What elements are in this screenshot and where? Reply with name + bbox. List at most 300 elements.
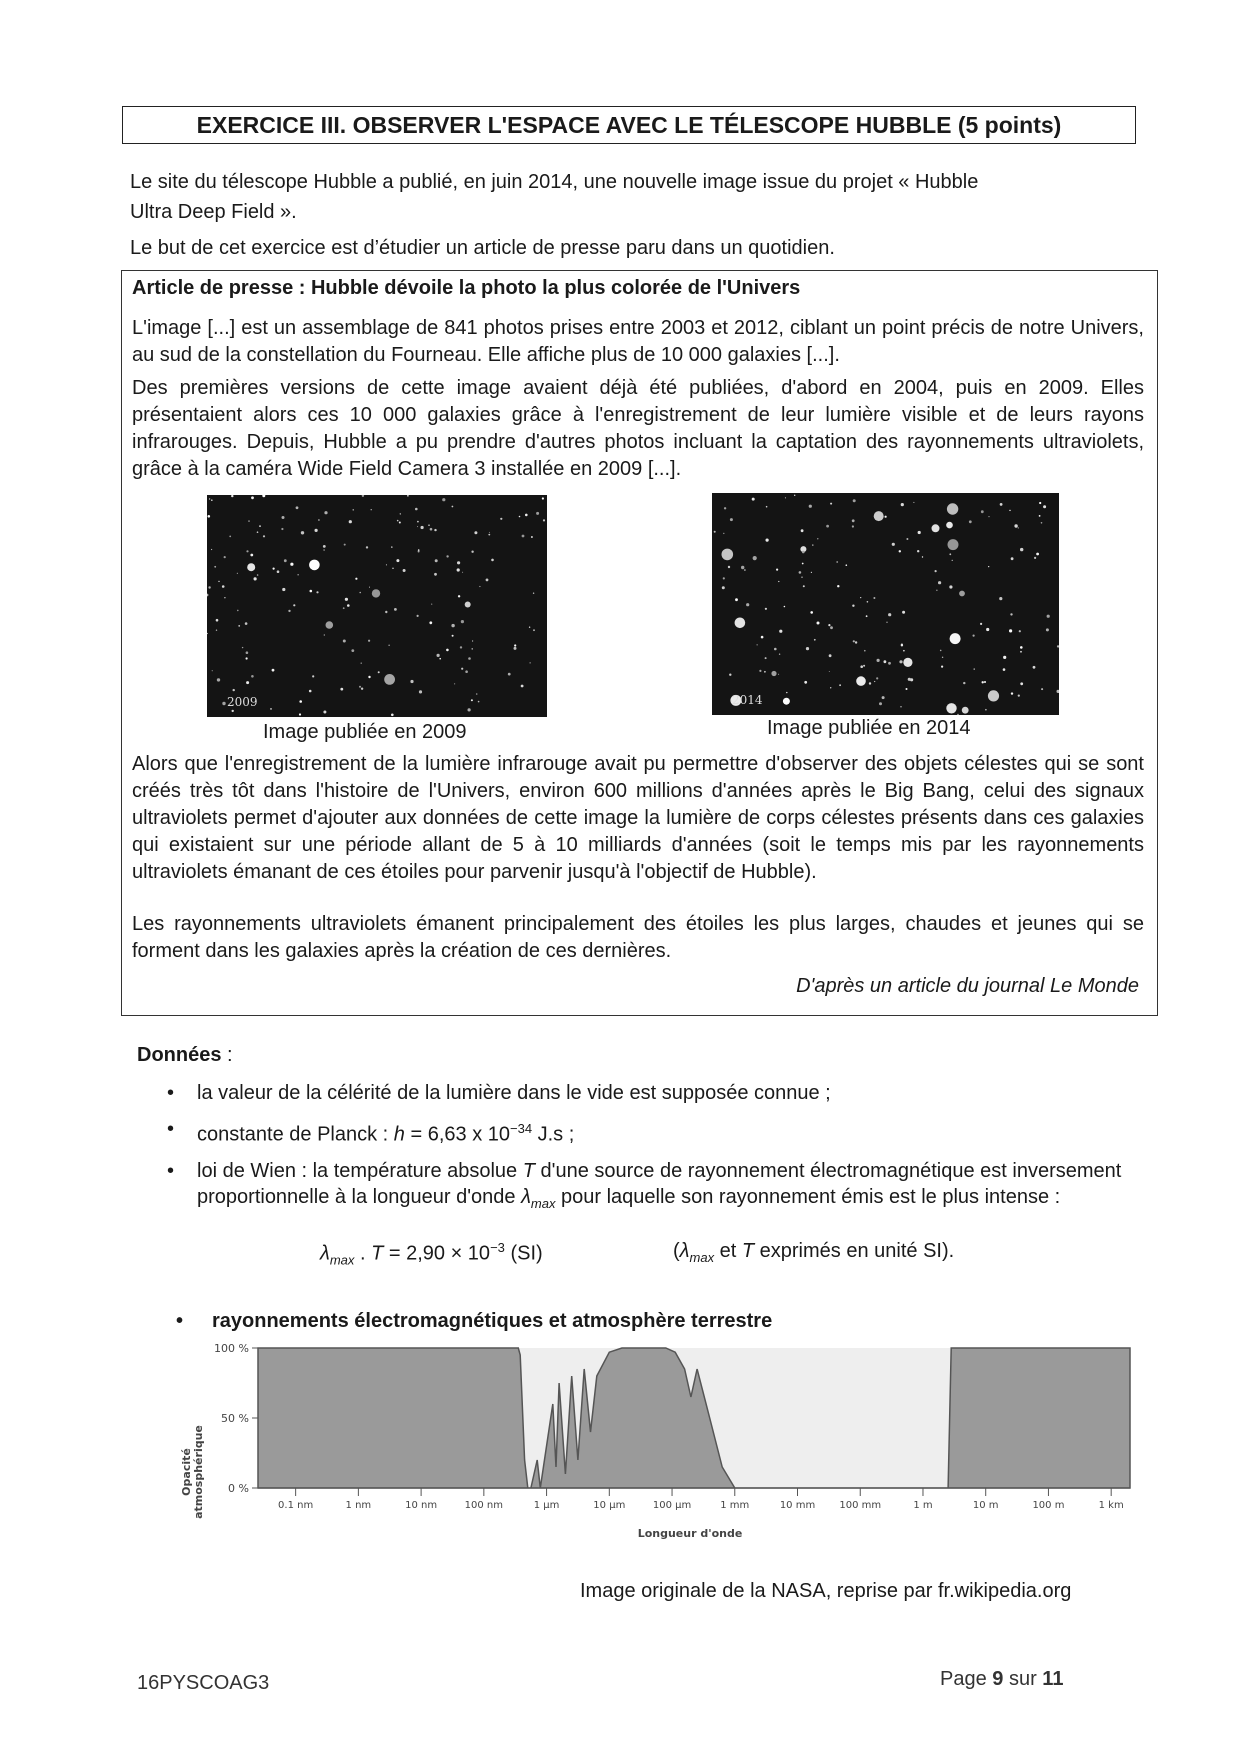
galaxy-dot <box>369 587 370 588</box>
galaxy-dot <box>458 595 460 597</box>
wien-text-c: pour laquelle son rayonnement émis est le plus intense : <box>555 1185 1061 1208</box>
note-et: et <box>714 1240 742 1262</box>
galaxy-dot <box>542 497 544 499</box>
donnees-item-1 <box>165 1080 1145 1106</box>
caption-2009: Image publiée en 2009 <box>263 721 467 743</box>
galaxy-dot <box>391 714 394 717</box>
galaxy-dot <box>809 505 812 508</box>
galaxy-dot <box>251 675 254 678</box>
chart-title-text: rayonnements électromagnétiques et atmosphère terrestre <box>212 1310 773 1332</box>
star-field-2014 <box>712 493 1059 715</box>
galaxy-dot <box>530 662 531 663</box>
galaxy-dot <box>741 566 744 569</box>
page-number <box>940 1668 1063 1691</box>
galaxy-dot <box>372 589 380 597</box>
planck-prefix: constante de Planck : <box>197 1123 394 1146</box>
exercise-title: EXERCICE III. OBSERVER L'ESPACE AVEC LE TÉLESCOPE HUBBLE (5 points) <box>122 106 1136 144</box>
donnees-heading-text: Données <box>137 1044 222 1066</box>
galaxy-dot <box>353 509 354 510</box>
article-para-2: Des premières versions de cette image avaient déjà été publiées, d'abord en 2004, puis en 2009. Elles présentaient alors ces 10 000 galaxies grâce à l'enregistrement de leur lumière visible et de leurs rayons infrarouges. Depuis, Hubble a pu prendre d'autres photos incluant la captation des rayonnements ultraviolets, grâce à la caméra Wide Field Camera 3 installée en 2009 [...]. <box>132 377 1144 480</box>
galaxy-dot <box>366 546 368 548</box>
galaxy-dot <box>852 525 854 527</box>
galaxy-dot <box>284 559 287 562</box>
note-close: exprimés en unité SI). <box>754 1240 955 1262</box>
galaxy-dot <box>765 608 767 610</box>
galaxy-dot <box>1000 503 1003 506</box>
galaxy-dot <box>949 585 952 588</box>
galaxy-dot <box>246 550 248 552</box>
galaxy-dot <box>974 668 975 669</box>
galaxy-dot <box>434 529 436 531</box>
galaxy-dot <box>389 645 390 646</box>
galaxy-dot <box>417 521 419 523</box>
galaxy-dot <box>784 606 786 608</box>
galaxy-dot <box>900 706 901 707</box>
galaxy-dot <box>500 518 502 520</box>
galaxy-dot <box>810 611 813 614</box>
galaxy-dot <box>216 619 219 622</box>
galaxy-dot <box>1046 628 1049 631</box>
y-tick-label: 100 % <box>214 1342 249 1355</box>
page-suffix: sur <box>1003 1668 1043 1690</box>
y-ticks <box>214 1342 258 1495</box>
galaxy-dot <box>906 688 908 690</box>
galaxy-dot <box>901 644 903 646</box>
galaxy-dot <box>417 526 418 527</box>
galaxy-dot <box>254 577 257 580</box>
galaxy-dot <box>208 515 211 518</box>
galaxy-dot <box>714 531 716 533</box>
galaxy-dot <box>479 586 480 587</box>
donnees-heading <box>137 1044 233 1067</box>
galaxy-dot <box>950 633 961 644</box>
galaxy-dot <box>344 544 346 546</box>
galaxy-dot <box>735 598 738 601</box>
galaxy-dot <box>908 678 911 681</box>
page-total: 11 <box>1042 1668 1064 1690</box>
galaxy-dot <box>288 610 290 612</box>
planck-symbol: h <box>393 1123 405 1146</box>
galaxy-dot <box>855 641 857 643</box>
galaxy-dot <box>392 568 393 569</box>
caption-2014: Image publiée en 2014 <box>767 717 971 739</box>
galaxy-dot <box>860 597 861 598</box>
galaxy-dot <box>343 607 345 609</box>
formula-T: T <box>371 1242 384 1265</box>
galaxy-dot <box>799 571 802 574</box>
galaxy-dot <box>981 510 984 513</box>
galaxy-dot <box>901 503 904 506</box>
formula-dot: . <box>354 1242 372 1265</box>
galaxy-dot <box>1009 629 1012 632</box>
galaxy-dot <box>803 585 805 587</box>
galaxy-dot <box>218 581 219 582</box>
galaxy-dot <box>724 507 726 509</box>
galaxy-dot <box>999 597 1002 600</box>
x-tick-label: 10 m <box>972 1500 999 1511</box>
galaxy-dot <box>312 675 314 677</box>
galaxy-dot <box>233 689 235 691</box>
galaxy-dot <box>1033 666 1036 669</box>
galaxy-dot <box>860 665 863 668</box>
galaxy-dot <box>1020 548 1023 551</box>
galaxy-dot <box>888 613 891 616</box>
galaxy-dot <box>296 506 299 509</box>
page-current: 9 <box>992 1668 1004 1690</box>
sky-background <box>712 493 1059 715</box>
galaxy-dot <box>489 532 490 533</box>
galaxy-dot <box>536 512 539 515</box>
galaxy-dot <box>452 635 454 637</box>
galaxy-dot <box>397 520 399 522</box>
galaxy-dot <box>952 560 953 561</box>
donnees-list <box>165 1080 1145 1227</box>
hubble-image-2014 <box>712 493 1059 715</box>
page-prefix: Page <box>940 1668 993 1690</box>
galaxy-dot <box>214 566 216 568</box>
galaxy-dot <box>1047 615 1050 618</box>
galaxy-dot <box>949 553 951 555</box>
galaxy-dot <box>866 615 868 617</box>
galaxy-dot <box>1039 502 1041 504</box>
bullet-icon: • <box>167 1118 175 1140</box>
galaxy-dot <box>918 531 921 534</box>
galaxy-dot <box>209 498 210 499</box>
galaxy-dot <box>281 528 283 530</box>
galaxy-dot <box>874 681 875 682</box>
galaxy-dot <box>864 650 866 652</box>
x-tick-label: 100 nm <box>464 1500 504 1511</box>
galaxy-dot <box>491 559 494 562</box>
galaxy-dot <box>543 519 545 521</box>
article-para-1: L'image [...] est un assemblage de 841 photos prises entre 2003 et 2012, ciblant un point précis de notre Univers, au sud de la constellation du Fourneau. Elle affiche plus de 10 000 galaxies [...]. <box>132 317 1144 366</box>
planck-exponent: −34 <box>510 1121 533 1136</box>
wien-units-note <box>673 1240 954 1265</box>
galaxy-dot <box>418 551 420 553</box>
galaxy-dot <box>430 528 433 531</box>
article-para-4: Les rayonnements ultraviolets émanent principalement des étoiles les plus larges, chaudes et jeunes qui se forment dans les galaxies après la création de ces dernières. <box>132 913 1144 962</box>
galaxy-dot <box>282 588 285 591</box>
galaxy-dot <box>801 529 804 532</box>
galaxy-dot <box>722 549 734 561</box>
galaxy-dot <box>293 604 295 606</box>
galaxy-dot <box>378 671 380 673</box>
image-year-2009: 2009 <box>227 695 258 709</box>
intro-goal: Le but de cet exercice est d’étudier un article de presse paru dans un quotidien. <box>130 237 835 259</box>
galaxy-dot <box>817 622 820 625</box>
galaxy-dot <box>940 650 942 652</box>
galaxy-dot <box>486 579 489 582</box>
galaxy-dot <box>814 639 816 641</box>
galaxy-dot <box>359 592 361 594</box>
galaxy-dot <box>722 586 725 589</box>
galaxy-dot <box>959 591 965 597</box>
galaxy-dot <box>801 576 803 578</box>
galaxy-dot <box>811 572 812 573</box>
galaxy-dot <box>986 628 989 631</box>
galaxy-dot <box>869 682 871 684</box>
galaxy-dot <box>984 681 986 683</box>
galaxy-dot <box>752 498 755 501</box>
galaxy-dot <box>318 519 320 521</box>
galaxy-dot <box>757 644 758 645</box>
galaxy-dot <box>345 598 348 601</box>
galaxy-dot <box>877 659 880 662</box>
galaxy-dot <box>457 568 460 571</box>
galaxy-dot <box>1014 524 1017 527</box>
galaxy-dot <box>343 640 346 643</box>
x-tick-label: 100 mm <box>839 1500 882 1511</box>
galaxy-dot <box>946 522 953 529</box>
galaxy-dot <box>315 529 318 532</box>
planck-value: = 6,63 x 10 <box>404 1123 510 1146</box>
x-tick-label: 10 nm <box>405 1500 438 1511</box>
galaxy-dot <box>468 708 471 711</box>
galaxy-dot <box>399 522 401 524</box>
formula-lambda: λ <box>320 1242 330 1265</box>
sky-background <box>207 495 547 717</box>
galaxy-dot <box>853 640 855 642</box>
intro-line-1: Le site du télescope Hubble a publié, en juin 2014, une nouvelle image issue du projet « Hubble <box>130 171 979 193</box>
galaxy-dot <box>836 561 838 563</box>
galaxy-dot <box>779 630 782 633</box>
galaxy-dot <box>806 647 809 650</box>
galaxy-dot <box>922 556 923 557</box>
galaxy-dot <box>476 693 478 695</box>
galaxy-dot <box>982 681 984 683</box>
galaxy-dot <box>947 503 958 514</box>
galaxy-dot <box>488 534 490 536</box>
galaxy-dot <box>263 535 265 537</box>
galaxy-dot <box>222 585 225 588</box>
galaxy-dot <box>902 611 905 614</box>
galaxy-dot <box>1011 557 1014 560</box>
galaxy-dot <box>830 687 831 688</box>
galaxy-dot <box>1010 613 1012 615</box>
galaxy-dot <box>410 680 413 683</box>
star-field-2009 <box>207 495 547 717</box>
galaxy-dot <box>454 683 455 684</box>
wien-text-a: loi de Wien : la température absolue <box>197 1159 523 1182</box>
galaxy-dot <box>351 649 354 652</box>
galaxy-dot <box>273 568 275 570</box>
galaxy-dot <box>723 533 724 534</box>
galaxy-dot <box>856 676 866 686</box>
galaxy-dot <box>533 629 535 631</box>
galaxy-dot <box>802 563 804 565</box>
galaxy-dot <box>1003 668 1006 671</box>
galaxy-dot <box>962 707 969 714</box>
galaxy-dot <box>224 597 225 598</box>
x-tick-label: 1 nm <box>345 1500 372 1511</box>
galaxy-dot <box>1020 682 1023 685</box>
galaxy-dot <box>746 603 749 606</box>
galaxy-dot <box>899 660 902 663</box>
galaxy-dot <box>211 549 212 550</box>
item1-text: la valeur de la célérité de la lumière dans le vide est supposée connue ; <box>197 1082 831 1104</box>
wien-text-b: d'une source de rayonnement électromagnétique est inversement proportionnelle à la longueur d'onde <box>197 1159 1122 1208</box>
galaxy-dot <box>899 550 901 552</box>
galaxy-dot <box>988 566 989 567</box>
galaxy-dot <box>429 621 432 624</box>
galaxy-dot <box>980 623 982 625</box>
galaxy-dot <box>735 618 746 629</box>
galaxy-dot <box>804 681 807 684</box>
galaxy-dot <box>879 702 882 705</box>
intro-line-2: Ultra Deep Field ». <box>130 201 297 223</box>
galaxy-dot <box>468 657 471 660</box>
galaxy-dot <box>349 520 352 523</box>
galaxy-dot <box>948 539 959 550</box>
galaxy-dot <box>309 560 320 571</box>
galaxy-dot <box>935 570 937 572</box>
galaxy-dot <box>906 538 908 540</box>
planck-unit: J.s ; <box>532 1123 575 1146</box>
galaxy-dot <box>783 698 790 705</box>
galaxy-dot <box>776 569 778 571</box>
x-tick-label: 1 m <box>913 1500 933 1511</box>
galaxy-dot <box>759 670 761 672</box>
galaxy-dot <box>985 709 987 711</box>
galaxy-dot <box>472 640 473 641</box>
note-T: T <box>741 1240 755 1262</box>
galaxy-dot <box>257 574 259 576</box>
galaxy-dot <box>309 690 312 693</box>
galaxy-dot <box>826 525 829 528</box>
galaxy-dot <box>884 660 887 663</box>
galaxy-dot <box>521 685 524 688</box>
article-para-3: Alors que l'enregistrement de la lumière infrarouge avait pu permettre d'observer des objets célestes qui se sont créés très tôt dans l'histoire de l'Univers, environ 600 millions d'années après le Big Bang, celui des signaux ultraviolets permet d'ajouter aux données de cette image la lumière de corps célestes présents dans ces galaxies qui existaient sur une période allant de 5 à 10 milliards d'années (soit le temps mis par les rayonnements ultraviolets émanant de ces étoiles pour parvenir jusqu'à l'objectif de Hubble). <box>132 753 1144 883</box>
galaxy-dot <box>1043 505 1046 508</box>
galaxy-dot <box>774 648 777 651</box>
x-tick-label: 1 mm <box>720 1500 750 1511</box>
galaxy-dot <box>779 654 780 655</box>
galaxy-dot <box>246 657 248 659</box>
galaxy-dot <box>396 559 399 562</box>
galaxy-dot <box>765 657 767 659</box>
galaxy-dot <box>403 569 406 572</box>
galaxy-dot <box>761 636 764 639</box>
galaxy-dot <box>237 573 238 574</box>
galaxy-dot <box>1020 651 1022 653</box>
galaxy-dot <box>1041 522 1043 524</box>
galaxy-dot <box>461 620 464 623</box>
galaxy-dot <box>457 561 460 564</box>
galaxy-dot <box>753 556 757 560</box>
galaxy-dot <box>324 511 327 514</box>
x-ticks <box>278 1488 1124 1511</box>
galaxy-dot <box>359 686 361 688</box>
galaxy-dot <box>400 513 401 514</box>
galaxy-dot <box>828 624 830 626</box>
galaxy-dot <box>324 634 325 635</box>
article-source: D'après un article du journal Le Monde <box>796 975 1139 997</box>
galaxy-dot <box>1018 527 1019 528</box>
donnees-item-3 <box>165 1158 1145 1217</box>
galaxy-dot <box>394 608 397 611</box>
galaxy-dot <box>282 516 285 519</box>
donnees-item-2 <box>165 1116 1145 1148</box>
galaxy-dot <box>969 520 972 523</box>
galaxy-dot <box>435 559 438 562</box>
galaxy-dot <box>766 506 768 508</box>
galaxy-dot <box>384 674 395 685</box>
galaxy-dot <box>766 539 769 542</box>
galaxy-dot <box>248 520 249 521</box>
wien-T: T <box>522 1159 535 1182</box>
donnees-colon: : <box>221 1044 233 1066</box>
galaxy-dot <box>211 499 213 501</box>
galaxy-dot <box>272 669 275 672</box>
galaxy-dot <box>474 531 477 534</box>
lambda-symbol: λ <box>521 1185 531 1208</box>
image-year-2014: 2014 <box>732 693 763 707</box>
galaxy-dot <box>340 688 343 691</box>
galaxy-dot <box>316 591 318 593</box>
galaxy-dot <box>361 663 362 664</box>
galaxy-dot <box>917 550 919 552</box>
galaxy-dot <box>232 710 234 712</box>
galaxy-dot <box>942 657 943 658</box>
galaxy-dot <box>310 590 313 593</box>
galaxy-dot <box>846 564 848 566</box>
galaxy-dot <box>963 682 965 684</box>
galaxy-dot <box>874 511 884 521</box>
galaxy-dot <box>892 543 895 546</box>
galaxy-dot <box>259 525 261 527</box>
galaxy-dot <box>246 651 249 654</box>
galaxy-dot <box>301 531 304 534</box>
galaxy-dot <box>764 671 766 673</box>
galaxy-dot <box>417 615 419 617</box>
galaxy-dot <box>298 574 299 575</box>
galaxy-dot <box>471 699 473 701</box>
galaxy-dot <box>988 516 989 517</box>
galaxy-dot <box>323 545 326 548</box>
galaxy-dot <box>886 622 887 623</box>
galaxy-dot <box>421 526 424 529</box>
galaxy-dot <box>903 650 905 652</box>
x-tick-label: 1 km <box>1098 1500 1124 1511</box>
galaxy-dot <box>434 573 437 576</box>
galaxy-dot <box>245 622 248 625</box>
galaxy-dot <box>242 647 243 648</box>
galaxy-dot <box>1020 646 1023 649</box>
galaxy-dot <box>1009 510 1010 511</box>
galaxy-dot <box>853 499 856 502</box>
galaxy-dot <box>386 564 387 565</box>
x-tick-label: 100 m <box>1032 1500 1065 1511</box>
y-axis-label-2: atmosphérique <box>192 1425 205 1519</box>
galaxy-dot <box>257 531 259 533</box>
galaxy-dot <box>531 536 533 538</box>
galaxy-dot <box>478 701 480 703</box>
galaxy-dot <box>863 665 865 667</box>
galaxy-dot <box>446 555 448 557</box>
galaxy-dot <box>270 708 272 710</box>
galaxy-dot <box>525 514 528 517</box>
galaxy-dot <box>446 649 449 652</box>
galaxy-dot <box>885 516 887 518</box>
formula-si: (SI) <box>504 1242 543 1265</box>
galaxy-dot <box>778 581 779 582</box>
formula-max: max <box>329 1252 355 1268</box>
galaxy-dot <box>888 662 891 665</box>
x-tick-label: 100 µm <box>652 1500 692 1511</box>
y-tick-label: 0 % <box>228 1482 249 1495</box>
galaxy-dot <box>1018 695 1020 697</box>
galaxy-dot <box>876 677 878 679</box>
